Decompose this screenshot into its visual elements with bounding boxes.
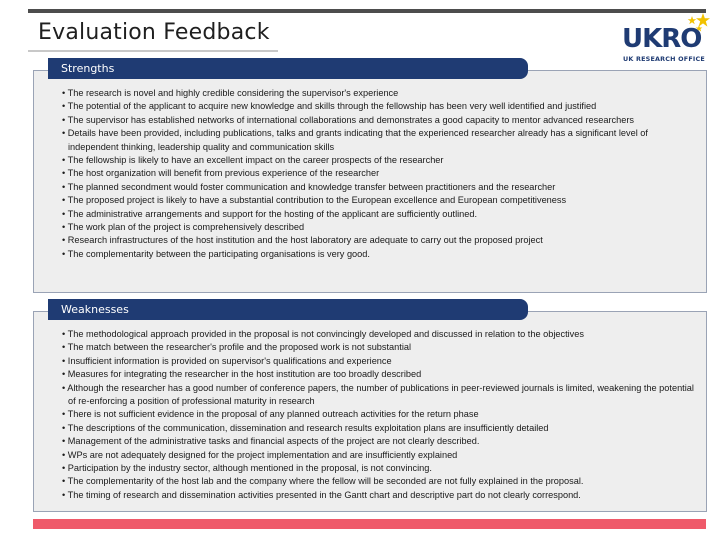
page-title: Evaluation Feedback [38, 20, 270, 45]
weaknesses-heading: Weaknesses [48, 299, 528, 320]
list-item: • The host organization will benefit from previous experience of the researcher [62, 167, 698, 180]
strengths-heading: Strengths [48, 58, 528, 79]
logo-subtitle: UK RESEARCH OFFICE [623, 55, 705, 63]
title-underline [28, 50, 278, 52]
list-item: • The descriptions of the communication, dissemination and research results exploitation plans are insufficiently detailed [62, 422, 698, 435]
list-item: • There is not sufficient evidence in the proposal of any planned outreach activities for the return phase [62, 408, 698, 421]
list-item: • Management of the administrative tasks and financial aspects of the project are not clearly described. [62, 435, 698, 448]
list-item: • Although the researcher has a good number of conference papers, the number of publications in peer-reviewed journals is limited, weakening the potential of re-enforcing a position of professional maturity in research [62, 382, 698, 409]
list-item: • Details have been provided, including publications, talks and grants indicating that the experienced researcher already has a significant level of independent thinking, leadership quality and communication skills [62, 127, 698, 154]
list-item: • The complementarity between the participating organisations is very good. [62, 248, 698, 261]
bottom-accent-bar [33, 519, 706, 529]
weaknesses-list [62, 328, 698, 502]
list-item: • The work plan of the project is comprehensively described [62, 221, 698, 234]
list-item: • The potential of the applicant to acquire new knowledge and skills through the fellowship has been very well identified and justified [62, 100, 698, 113]
list-item: • The supervisor has established networks of international collaborations and demonstrates a good capacity to mentor advanced researchers [62, 114, 698, 127]
list-item: • Measures for integrating the researcher in the host institution are too broadly described [62, 368, 698, 381]
logo-wordmark: UKRO [622, 24, 702, 54]
strengths-panel [33, 70, 707, 293]
list-item: • Research infrastructures of the host institution and the host laboratory are adequate to carry out the proposed project [62, 234, 698, 247]
strengths-list [62, 87, 698, 261]
list-item: • The complementarity of the host lab and the company where the fellow will be seconded are not fully explained in the proposal. [62, 475, 698, 488]
ukro-logo [620, 12, 710, 68]
list-item: • The timing of research and dissemination activities presented in the Gantt chart and descriptive part do not clearly correspond. [62, 489, 698, 502]
list-item: • The planned secondment would foster communication and knowledge transfer between practitioners and the researcher [62, 181, 698, 194]
list-item: • The match between the researcher's profile and the proposed work is not substantial [62, 341, 698, 354]
list-item: • The fellowship is likely to have an excellent impact on the career prospects of the researcher [62, 154, 698, 167]
list-item: • The proposed project is likely to have a substantial contribution to the European excellence and European competitiveness [62, 194, 698, 207]
top-rule [28, 9, 706, 13]
list-item: • Participation by the industry sector, although mentioned in the proposal, is not convincing. [62, 462, 698, 475]
list-item: • The methodological approach provided in the proposal is not convincingly developed and discussed in relation to the objectives [62, 328, 698, 341]
list-item: • The research is novel and highly credible considering the supervisor's experience [62, 87, 698, 100]
weaknesses-panel [33, 311, 707, 512]
list-item: • The administrative arrangements and support for the hosting of the applicant are sufficiently outlined. [62, 208, 698, 221]
list-item: • WPs are not adequately designed for the project implementation and are insufficiently explained [62, 449, 698, 462]
list-item: • Insufficient information is provided on supervisor's qualifications and experience [62, 355, 698, 368]
